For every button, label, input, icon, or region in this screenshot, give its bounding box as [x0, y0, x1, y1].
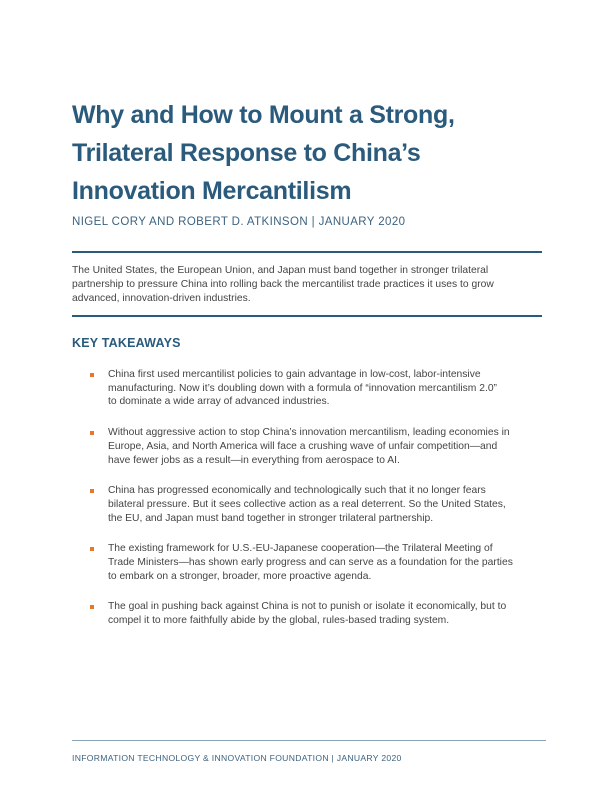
report-title [72, 96, 542, 210]
square-bullet-icon [90, 373, 94, 377]
takeaway-line: the EU, and Japan must band together in stronger trilateral partnership. [108, 512, 434, 524]
summary-bottom-divider [72, 315, 542, 317]
summary-line: advanced, innovation-driven industries. [72, 293, 251, 304]
takeaway-item [90, 484, 540, 525]
takeaway-item [90, 542, 540, 583]
takeaway-line: Without aggressive action to stop China’s innovation mercantilism, leading economies in [108, 427, 510, 439]
square-bullet-icon [90, 489, 94, 493]
takeaway-line: manufacturing. Now it’s doubling down with a formula of “innovation mercantilism 2.0” [108, 382, 497, 394]
report-summary [72, 264, 542, 306]
summary-top-divider [72, 251, 542, 253]
takeaway-line: compel it to more faithfully abide by the global, rules-based trading system. [108, 615, 450, 627]
title-line: Trilateral Response to China’s [72, 139, 421, 167]
title-line: Why and How to Mount a Strong, [72, 101, 455, 129]
takeaway-line: China has progressed economically and technologically such that it no longer fears [108, 485, 486, 497]
key-takeaways-list [90, 368, 540, 645]
takeaway-item [90, 368, 540, 409]
takeaway-line: bilateral pressure. But it sees collective action as a real deterrent. So the United States, [108, 498, 506, 510]
summary-line: The United States, the European Union, and Japan must band together in stronger trilateral [72, 265, 489, 276]
square-bullet-icon [90, 605, 94, 609]
takeaway-item [90, 426, 540, 467]
takeaway-item [90, 600, 540, 627]
takeaway-line: Trade Ministers—has shown early progress and can serve as a foundation for the parties [108, 557, 513, 569]
square-bullet-icon [90, 547, 94, 551]
page-footer: INFORMATION TECHNOLOGY & INNOVATION FOUNDATION | JANUARY 2020 [72, 753, 402, 763]
footer-divider [72, 740, 546, 741]
title-line: Innovation Mercantilism [72, 177, 352, 205]
takeaway-line: The goal in pushing back against China is not to punish or isolate it economically, but to [108, 601, 507, 613]
takeaway-line: to embark on a stronger, broader, more proactive agenda. [108, 570, 372, 582]
takeaway-line: The existing framework for U.S.-EU-Japanese cooperation—the Trilateral Meeting of [108, 543, 493, 555]
key-takeaways-heading: KEY TAKEAWAYS [72, 336, 181, 350]
takeaway-line: Europe, Asia, and North America will face a crushing wave of unfair competition—and [108, 440, 498, 452]
summary-line: partnership to pressure China into rolling back the mercantilist trade practices it uses to grow [72, 279, 494, 290]
author-byline: NIGEL CORY AND ROBERT D. ATKINSON | JANUARY 2020 [72, 216, 406, 228]
takeaway-line: to dominate a wide array of advanced industries. [108, 396, 330, 408]
takeaway-line: have fewer jobs as a result—in everything from aerospace to AI. [108, 454, 400, 466]
square-bullet-icon [90, 431, 94, 435]
takeaway-line: China first used mercantilist policies to gain advantage in low-cost, labor-intensive [108, 369, 481, 380]
